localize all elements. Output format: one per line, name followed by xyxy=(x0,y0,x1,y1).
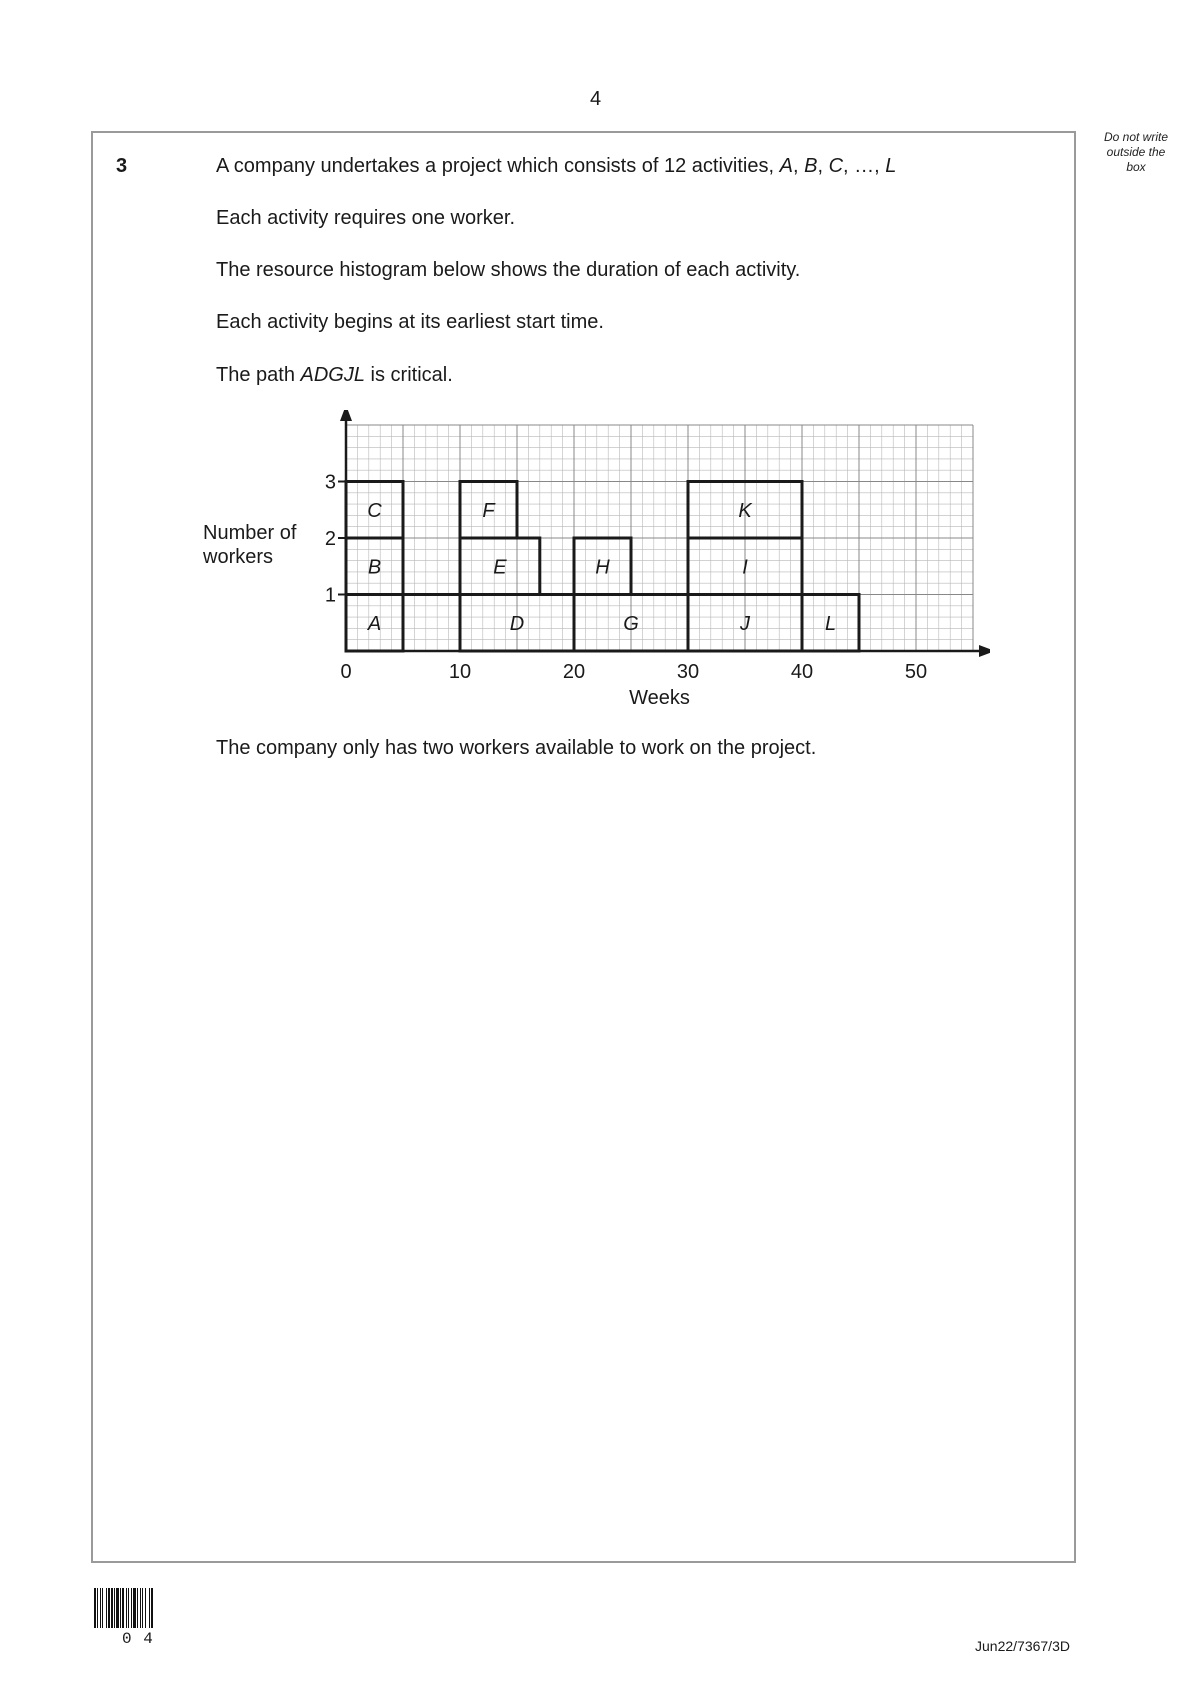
barcode-bar xyxy=(145,1588,146,1628)
bar-label-H: H xyxy=(595,556,610,579)
x-axis-label: Weeks xyxy=(629,687,690,709)
question-line xyxy=(216,155,896,178)
text-segment: Each activity begins at its earliest start time. xyxy=(216,311,604,333)
barcode-bar xyxy=(126,1588,127,1628)
answer-box[interactable] xyxy=(91,131,1076,1563)
text-segment: is critical. xyxy=(364,364,453,386)
text-segment: Each activity requires one worker. xyxy=(216,207,516,229)
y-axis-label: Number of xyxy=(203,522,297,544)
barcode-bar xyxy=(102,1588,103,1628)
barcode-bar xyxy=(140,1588,141,1628)
margin-note xyxy=(1086,130,1186,175)
barcode-bar xyxy=(137,1588,138,1628)
y-tick-label: 3 xyxy=(324,471,336,494)
text-segment: , xyxy=(792,155,805,177)
barcode-bar xyxy=(108,1588,110,1628)
question-line xyxy=(216,207,515,230)
text-segment: A xyxy=(779,155,793,177)
y-tick-label: 2 xyxy=(324,528,336,550)
barcode-bar xyxy=(94,1588,96,1628)
text-segment: , …, xyxy=(843,155,886,177)
bar-label-F: F xyxy=(482,499,495,522)
x-tick-label: 0 xyxy=(340,661,352,683)
text-segment: C xyxy=(828,155,844,177)
bar-label-G: G xyxy=(623,612,639,635)
question-line-after-chart: The company only has two workers available to work on the project. xyxy=(216,737,817,759)
barcode-bar xyxy=(106,1588,107,1628)
barcode-bar xyxy=(116,1588,119,1628)
y-axis-arrow-icon xyxy=(340,410,352,421)
barcode-bar xyxy=(100,1588,101,1628)
barcode-bar xyxy=(142,1588,143,1628)
text-segment: The resource histogram below shows the duration of each activity. xyxy=(216,259,801,281)
bar-label-K: K xyxy=(738,499,752,522)
footer-code: Jun22/7367/3D xyxy=(975,1638,1070,1654)
x-tick-label: 40 xyxy=(790,661,814,683)
barcode-bar xyxy=(120,1588,121,1628)
margin-note-line: box xyxy=(1126,160,1146,174)
bar-label-A: A xyxy=(367,612,382,635)
bar-label-L: L xyxy=(824,612,837,635)
barcode-bar xyxy=(151,1588,153,1628)
y-tick-label: 1 xyxy=(324,584,336,607)
text-segment: , xyxy=(817,155,829,177)
barcode-bar xyxy=(131,1588,132,1628)
bar-label-C: C xyxy=(367,499,382,522)
question-line xyxy=(216,259,800,282)
page-number: 4 xyxy=(589,88,602,110)
text-segment: B xyxy=(804,155,818,177)
x-tick-label: 20 xyxy=(562,661,586,683)
barcode-bar xyxy=(114,1588,115,1628)
barcode-digits: 0 4 xyxy=(122,1630,154,1648)
x-tick-label: 10 xyxy=(448,661,472,683)
resource-histogram xyxy=(190,410,990,710)
bar-label-E: E xyxy=(493,556,507,579)
bar-label-D: D xyxy=(509,612,525,635)
bar-label-I: I xyxy=(742,556,748,579)
question-line xyxy=(216,311,604,334)
barcode-bar xyxy=(97,1588,98,1628)
x-tick-label: 50 xyxy=(904,661,928,683)
margin-note-line: Do not write xyxy=(1103,130,1169,144)
text-segment: A company undertakes a project which consists of 12 activities, xyxy=(216,155,780,177)
bar-label-B: B xyxy=(367,556,382,579)
text-segment: ADGJL xyxy=(300,364,365,386)
question-line xyxy=(216,364,453,387)
margin-note-line: outside the xyxy=(1106,145,1166,159)
text-segment: L xyxy=(885,155,897,177)
barcode-icon xyxy=(94,1588,194,1628)
barcode-bar xyxy=(149,1588,150,1628)
barcode-bar xyxy=(111,1588,113,1628)
text-segment: The path xyxy=(216,364,301,386)
y-axis-label: workers xyxy=(203,546,274,568)
barcode-bar xyxy=(133,1588,136,1628)
x-axis-arrow-icon xyxy=(979,645,990,657)
barcode-bar xyxy=(128,1588,129,1628)
question-number: 3 xyxy=(116,155,128,177)
barcode-bar xyxy=(122,1588,124,1628)
bar-label-J: J xyxy=(740,612,750,635)
x-tick-label: 30 xyxy=(676,661,700,683)
